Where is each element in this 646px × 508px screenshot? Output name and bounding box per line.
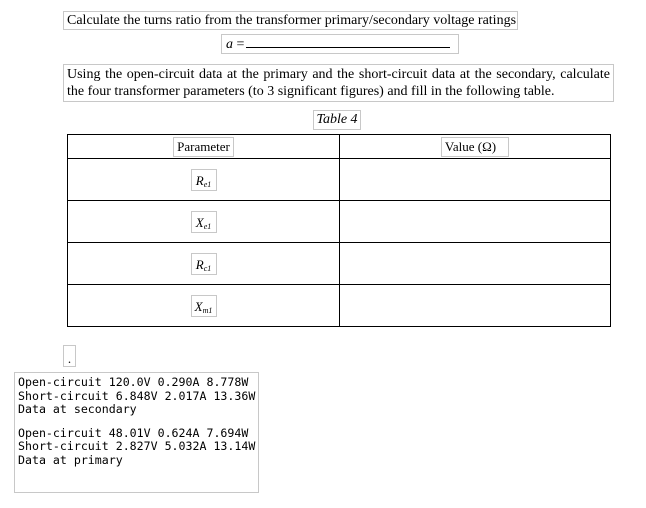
data-line: Short-circuit 2.827V 5.032A 13.14W [18,439,256,453]
parameters-question: Using the open-circuit data at the primary and the short-circuit data at the secondary, calculate the four transformer parameters (to 3 significant figures) and fill in the following table. [63,64,614,102]
table-header-row [68,135,611,159]
param-symbol-Re1: $R_{e1}$ [191,169,217,191]
data-line: Data at secondary [18,402,137,416]
data-line: Short-circuit 6.848V 2.017A 13.36W [18,388,256,403]
turns-ratio-question: Calculate the turns ratio from the transformer primary/secondary voltage ratings [63,11,518,30]
header-parameter: Parameter [173,137,234,157]
param-cell [68,243,340,285]
answer-equals: = [233,37,245,52]
data-line: Data at primary [18,452,123,467]
table-row [68,285,611,327]
table-row [68,201,611,243]
dot-marker: . [63,345,76,367]
measurement-data-block [14,372,259,493]
value-cell-Rc1[interactable] [340,243,611,285]
table-row [68,243,611,285]
table-row [68,159,611,201]
data-line: Open-circuit 120.0V 0.290A 8.778W [18,375,249,389]
param-symbol-Xe1: $X_{e1}$ [191,211,217,233]
answer-variable: a [226,37,233,52]
param-symbol-Rc1: $R_{c1}$ [191,253,217,275]
value-cell-Xm1[interactable] [340,285,611,327]
param-symbol-Xm1: $X_{m1}$ [191,295,217,317]
table-caption: Table 4 [313,110,361,130]
parameters-table [67,134,611,327]
header-parameter-cell [68,135,340,159]
param-cell [68,285,340,327]
value-cell-Xe1[interactable] [340,201,611,243]
header-value: Value (Ω) [441,137,509,157]
value-cell-Re1[interactable] [340,159,611,201]
data-line: Open-circuit 48.01V 0.624A 7.694W [18,425,249,440]
param-cell [68,201,340,243]
header-value-cell [340,135,611,159]
param-cell [68,159,340,201]
answer-blank-line[interactable] [246,35,450,48]
turns-ratio-answer-field[interactable] [221,34,459,54]
